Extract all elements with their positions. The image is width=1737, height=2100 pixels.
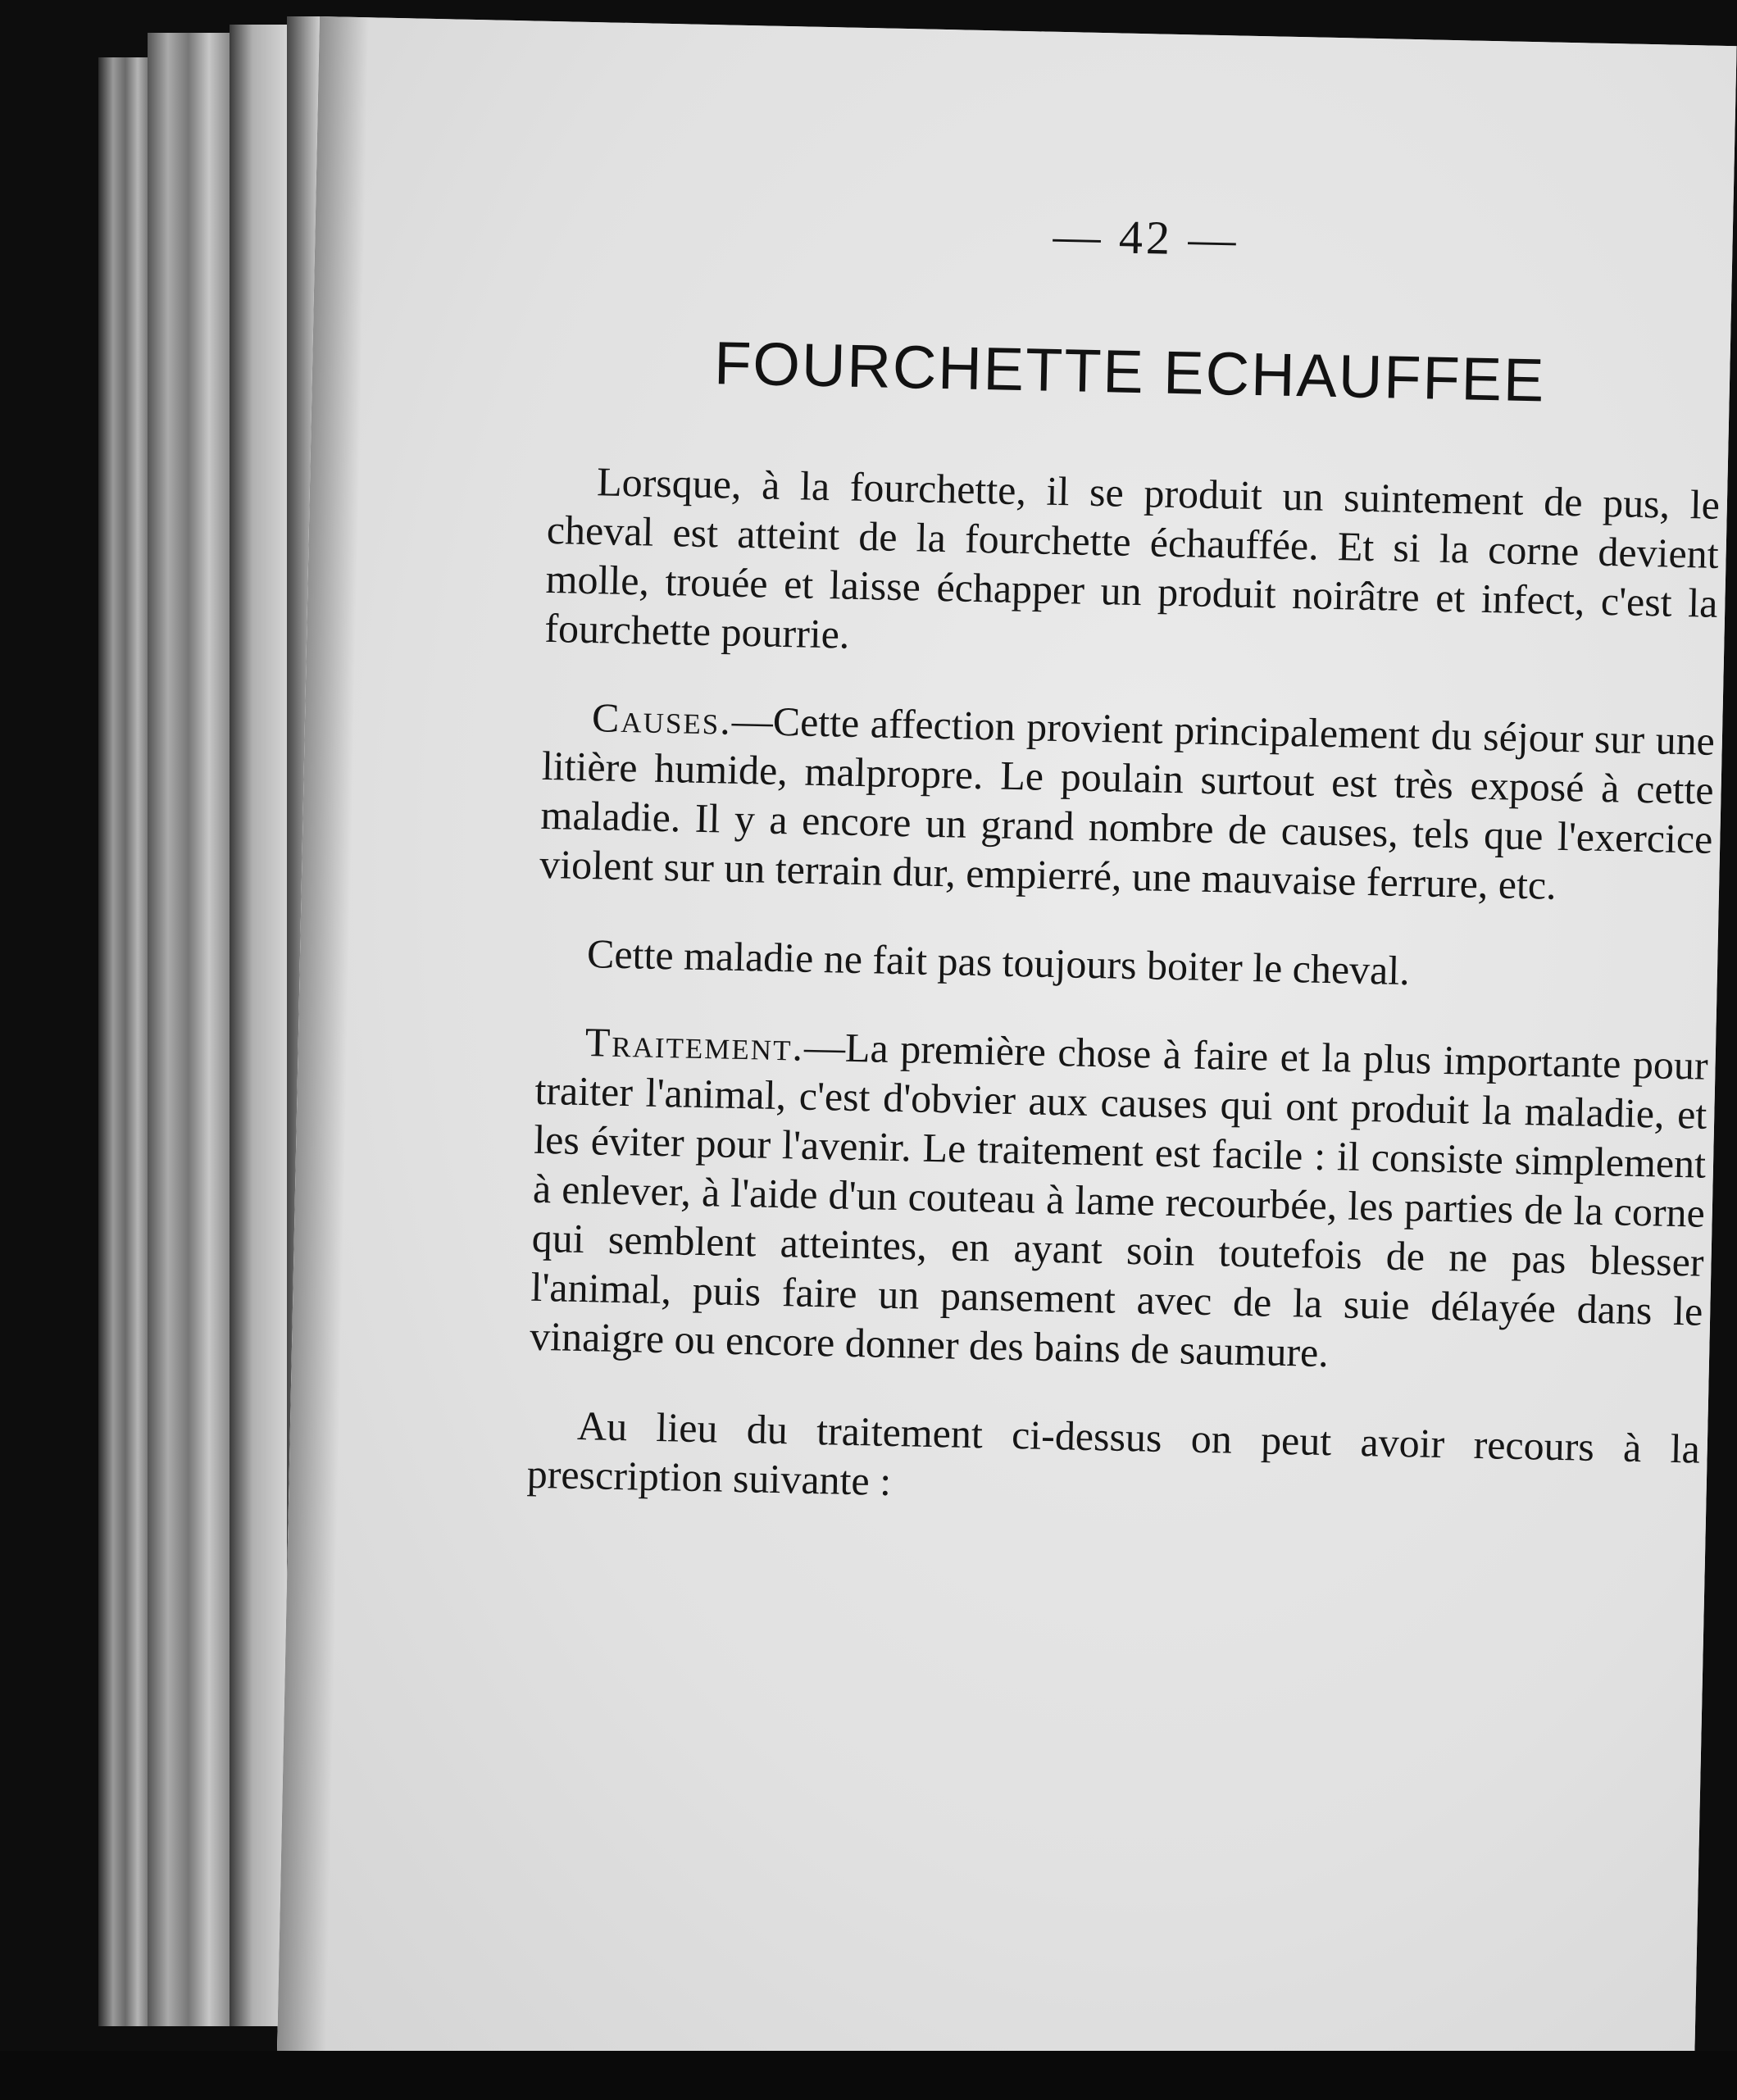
paragraph (539, 692, 1716, 913)
paragraph (530, 1016, 1708, 1385)
paragraph-text: —Cette affection provient principalement du séjour sur une litière humide, malpropre. Le poulain surtout est très exposé à cette maladie. Il y a encore un grand nombre de causes, tels que l'exercice violent sur un terrain dur, empierré, une mauvaise ferrure, etc. (539, 697, 1716, 908)
page-number: — 42 — (1052, 208, 1240, 266)
scan-border (0, 2051, 1737, 2100)
book-page (277, 16, 1737, 2087)
paragraph-lead: Causes. (591, 694, 733, 743)
paragraph (544, 456, 1721, 677)
paragraph-text: Cette maladie ne fait pas toujours boiter le cheval. (586, 930, 1411, 994)
page-edge (148, 33, 230, 2026)
paragraph (538, 928, 1711, 1002)
paragraph-text: Lorsque, à la fourchette, il se produit un suintement de pus, le cheval est atteint de la fourchette échauffée. Et si la corne devient molle, trouée et laisse échapper un produit noirâtre et infect, c'est la fourchette pourrie. (543, 458, 1721, 657)
paragraph (526, 1400, 1700, 1523)
paragraph-text: Au lieu du traitement ci-dessus on peut avoir recours à la prescription suivante : (526, 1402, 1701, 1504)
page-title: FOURCHETTE ECHAUFFEE (713, 329, 1547, 415)
body-text (525, 456, 1720, 1562)
page-edge (230, 25, 287, 2026)
paragraph-lead: Traitement. (584, 1019, 805, 1070)
paragraph-text: —La première chose à faire et la plus importante pour traiter l'animal, c'est d'obvier aux causes qui ont produit la maladie, et les éviter pour l'avenir. Le traitement est facile : il consiste simplement à enlever, à l'aide d'un couteau à lame recourbée, les parties de la corne qui semblent atteintes, en ayant soin toutefois de ne pas blesser l'animal, puis faire un pansement avec de la suie délayée dans le vinaigre ou encore donner des bains de saumure. (529, 1023, 1709, 1376)
page-edge (98, 57, 148, 2026)
